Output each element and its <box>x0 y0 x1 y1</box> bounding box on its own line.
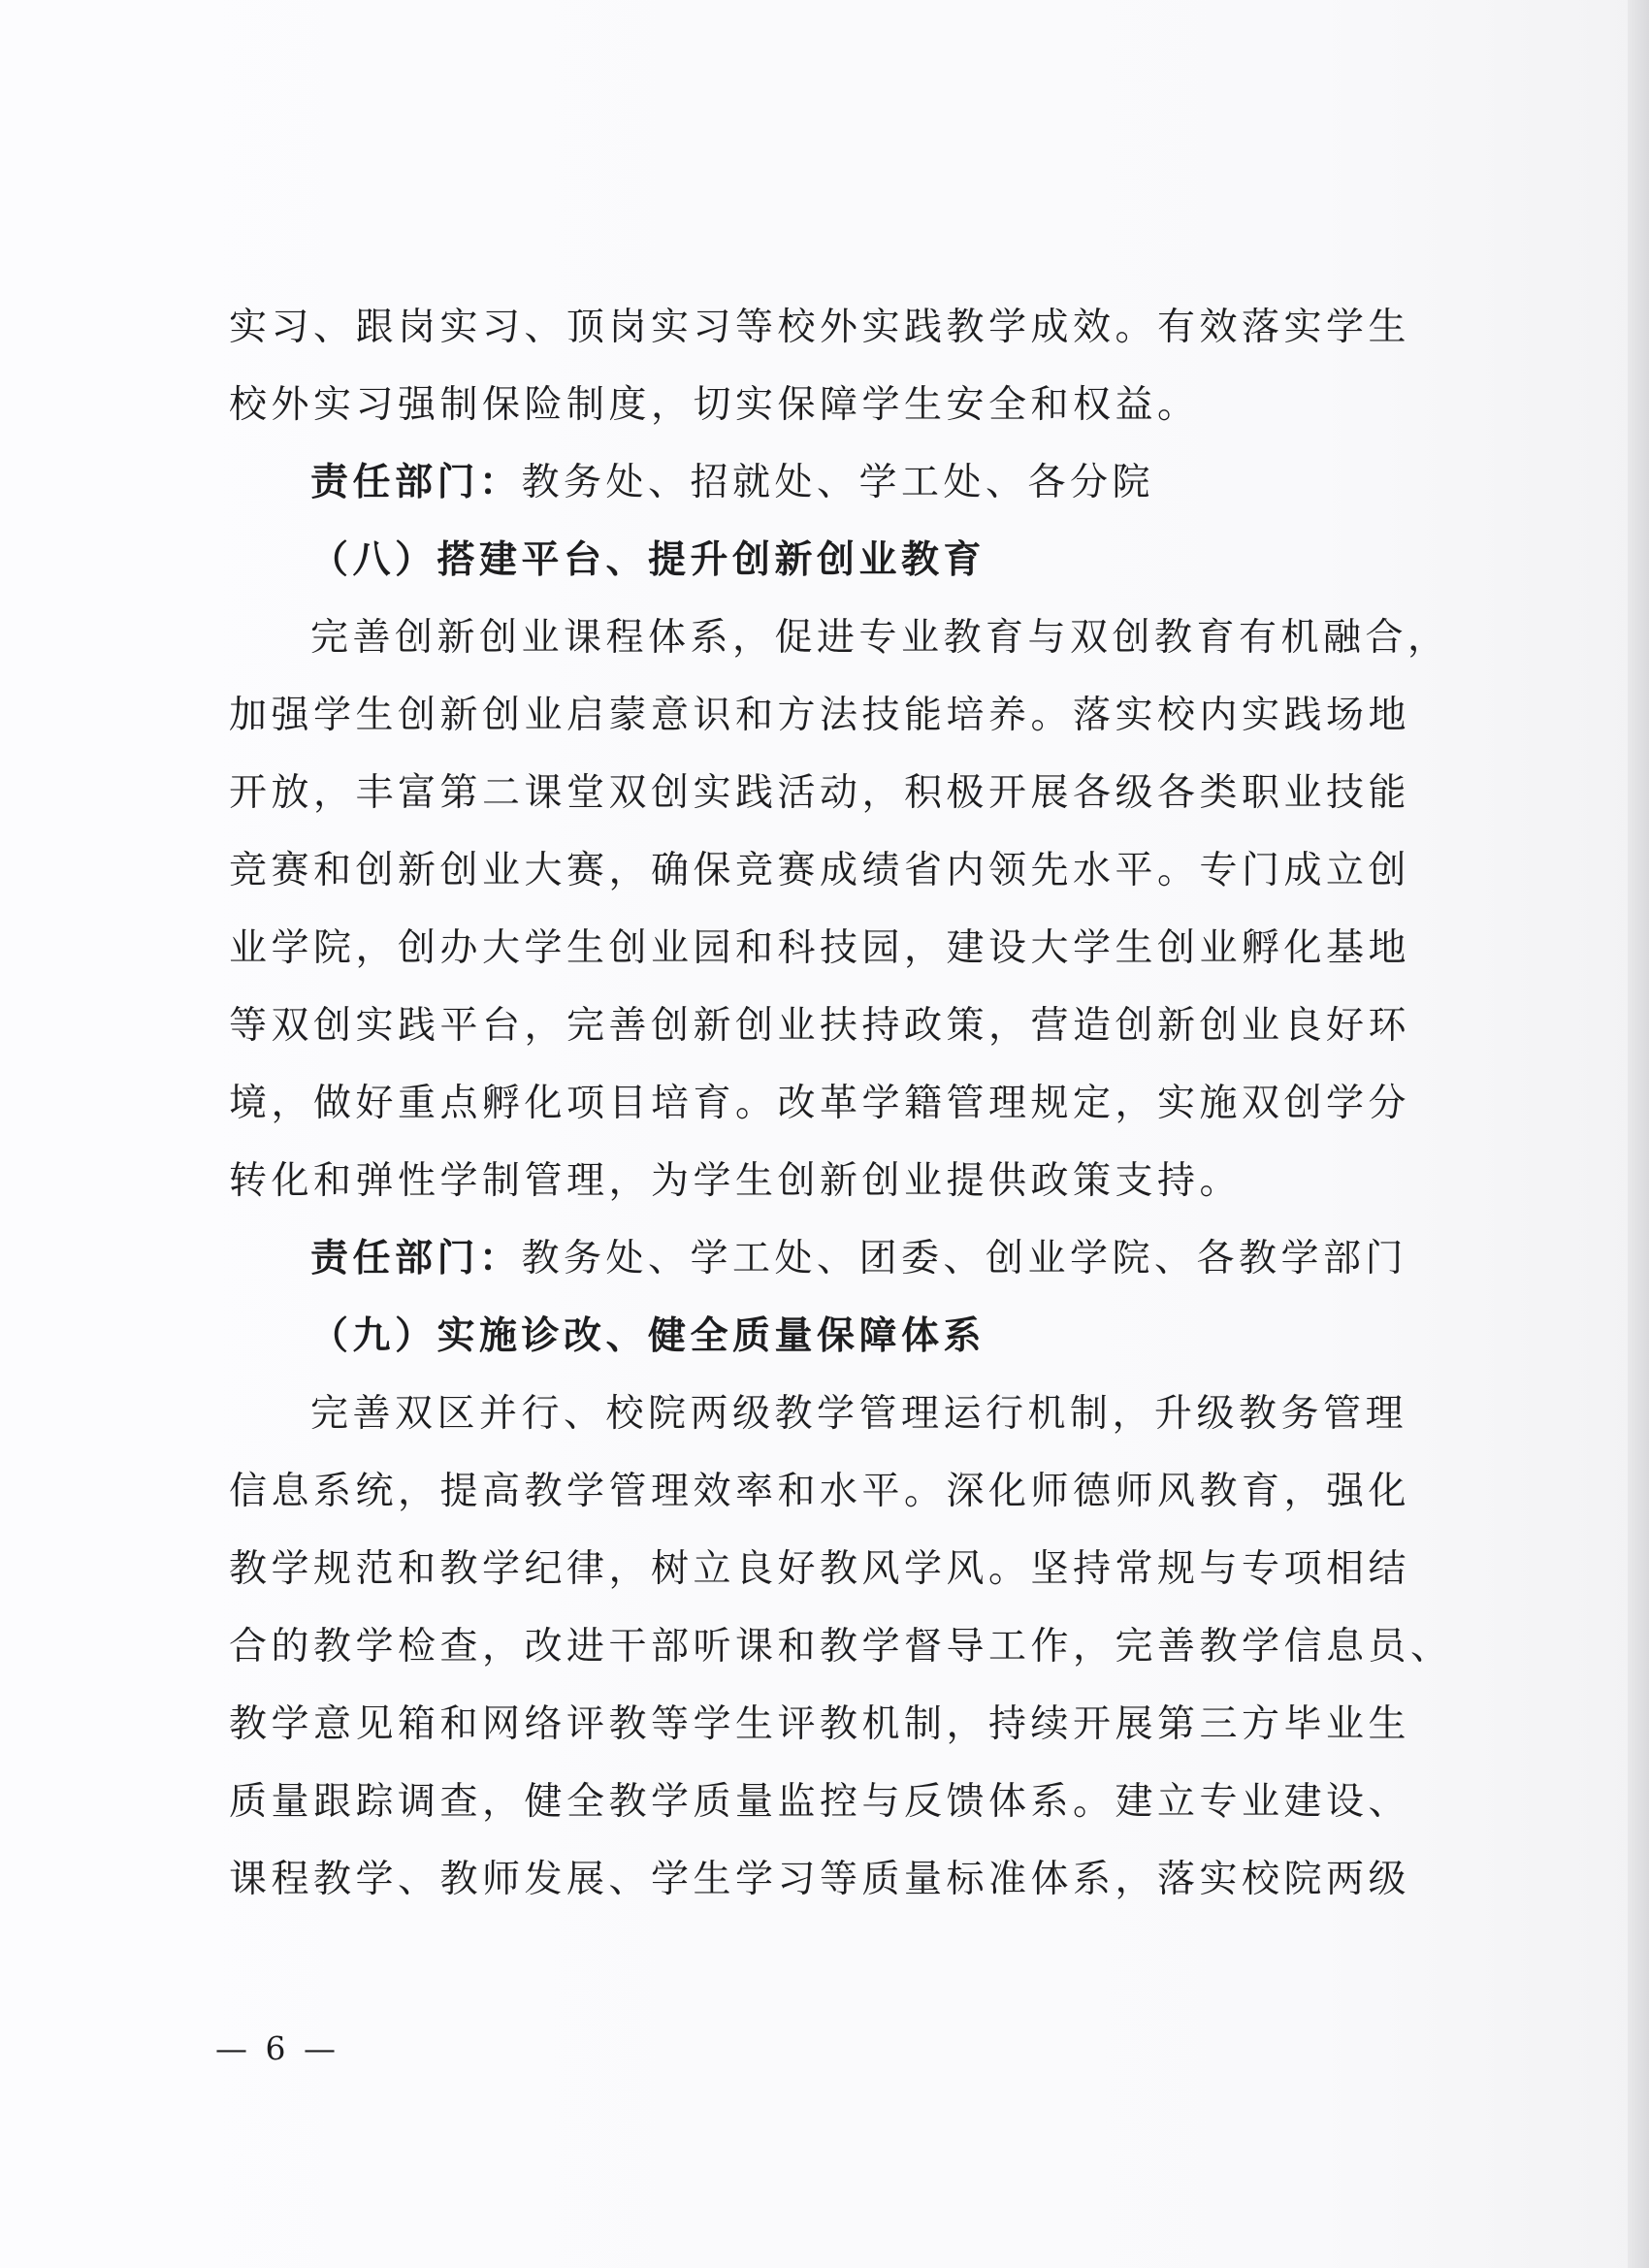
section-heading-8: （八）搭建平台、提升创新创业教育 <box>310 538 986 582</box>
document-body <box>229 289 1453 1919</box>
responsible-departments-label: 责任部门： <box>310 1237 522 1280</box>
body-line: 转化和弹性学制管理，为学生创新创业提供政策支持。 <box>229 1159 1243 1203</box>
body-line: 境，做好重点孵化项目培育。改革学籍管理规定，实施双创学分 <box>229 1082 1411 1125</box>
responsible-departments-line <box>229 1220 1420 1298</box>
body-line: 合的教学检查，改进干部听课和教学督导工作，完善教学信息员、 <box>229 1625 1453 1669</box>
page-edge-shadow <box>1628 0 1649 2268</box>
body-line: 实习、跟岗实习、顶岗实习等校外实践教学成效。有效落实学生 <box>229 306 1411 349</box>
body-line: 校外实习强制保险制度，切实保障学生安全和权益。 <box>229 383 1200 427</box>
body-line: 教学规范和教学纪律，树立良好教风学风。坚持常规与专项相结 <box>229 1547 1411 1591</box>
body-line: 等双创实践平台，完善创新创业扶持政策，营造创新创业良好环 <box>229 1004 1411 1048</box>
body-line: 教学意见箱和网络评教等学生评教机制，持续开展第三方毕业生 <box>229 1702 1411 1746</box>
paragraph-first-line: 完善双区并行、校院两级教学管理运行机制，升级教务管理 <box>310 1392 1408 1436</box>
body-line: 课程教学、教师发展、学生学习等质量标准体系，落实校院两级 <box>229 1858 1411 1901</box>
responsible-departments-text: 教务处、招就处、学工处、各分院 <box>521 461 1155 504</box>
section-heading-9: （九）实施诊改、健全质量保障体系 <box>310 1314 986 1358</box>
responsible-departments-line <box>229 444 1420 522</box>
responsible-departments-label: 责任部门： <box>310 461 522 504</box>
body-line: 业学院，创办大学生创业园和科技园，建设大学生创业孵化基地 <box>229 926 1411 970</box>
page-number: — 6 — <box>215 2029 340 2067</box>
body-line: 加强学生创新创业启蒙意识和方法技能培养。落实校内实践场地 <box>229 694 1411 737</box>
paragraph-first-line: 完善创新创业课程体系，促进专业教育与双创教育有机融合， <box>310 616 1450 660</box>
body-line: 质量跟踪调查，健全教学质量监控与反馈体系。建立专业建设、 <box>229 1780 1411 1824</box>
body-line: 信息系统，提高教学管理效率和水平。深化师德师风教育，强化 <box>229 1470 1411 1513</box>
body-line: 竞赛和创新创业大赛，确保竞赛成绩省内领先水平。专门成立创 <box>229 849 1411 892</box>
body-line: 开放，丰富第二课堂双创实践活动，积极开展各级各类职业技能 <box>229 771 1411 815</box>
responsible-departments-text: 教务处、学工处、团委、创业学院、各教学部门 <box>521 1237 1408 1280</box>
